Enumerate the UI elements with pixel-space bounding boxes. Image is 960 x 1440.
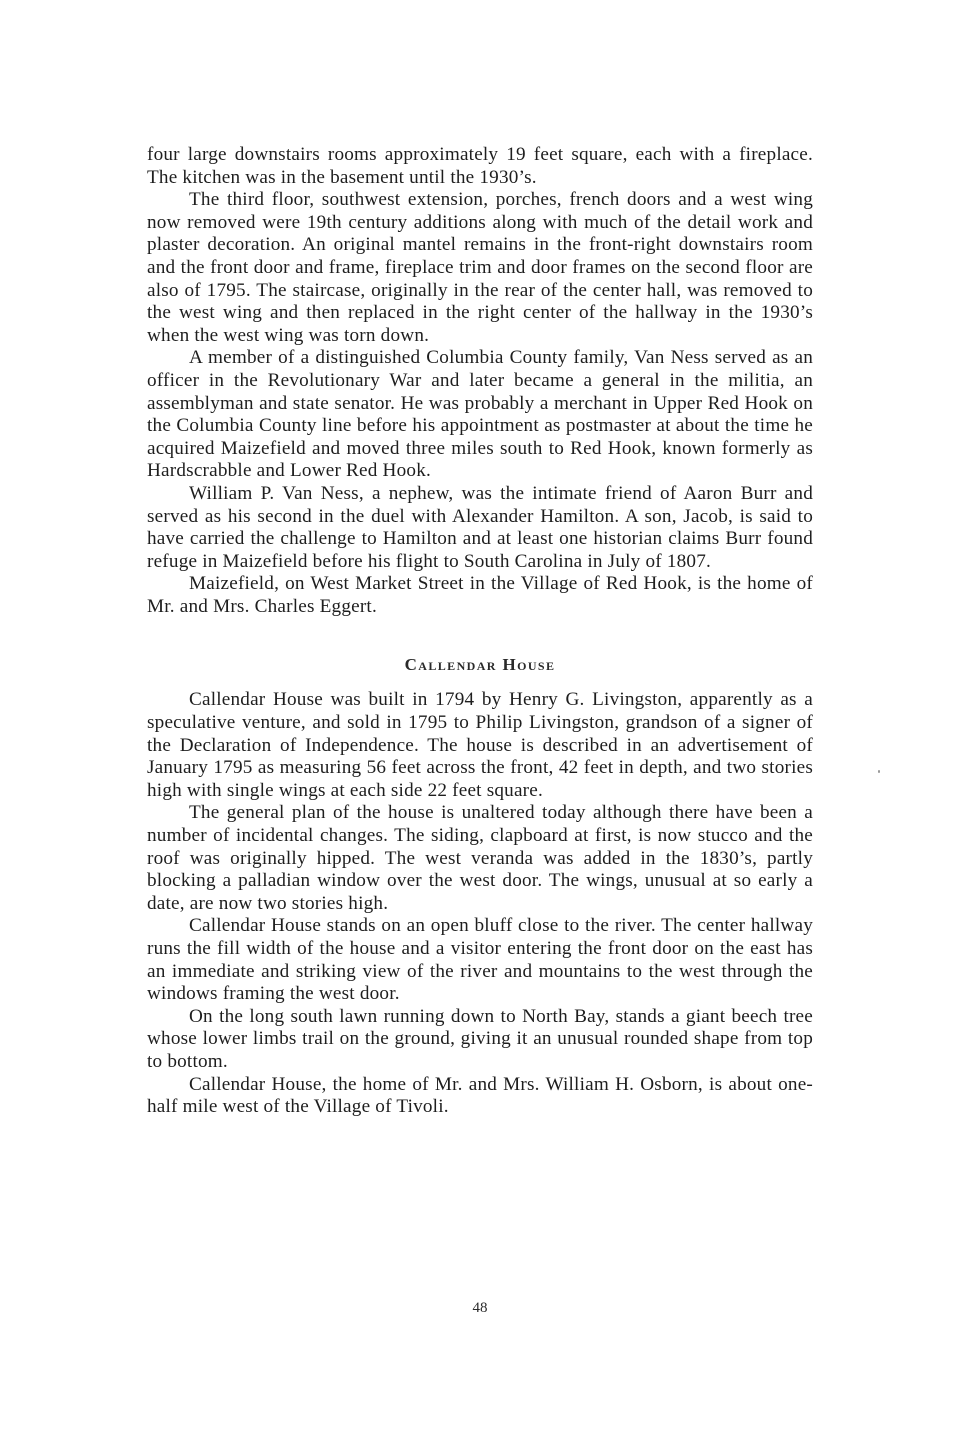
paragraph-maizefield-location: Maizefield, on West Market Street in the Village of Red Hook, is the home of Mr. and Mrs. Charles Eggert. <box>147 573 813 617</box>
paragraph-burr-hamilton: William P. Van Ness, a nephew, was the intimate friend of Aaron Burr and served as his second in the duel with Alexander Hamilton. A son, Jacob, is said to have carried the challenge to Hamilton and at least one historian claims Burr found refuge in Maizefield before his flight to South Carolina in July of 1807. <box>147 482 813 572</box>
page-body <box>147 144 813 1119</box>
paragraph-callendar-location: Callendar House, the home of Mr. and Mrs. William H. Osborn, is about one-half mile west of the Village of Tivoli. <box>147 1073 813 1118</box>
paragraph-later-additions: The third floor, southwest extension, porches, french doors and a west wing now removed were 19th century additions along with much of the detail work and plaster decoration. An original mantel remains in the front-right downstairs room and the front door and frame, fireplace trim and door frames on the second floor are also of 1795. The staircase, originally in the rear of the center hall, was removed to the west wing and then replaced in the right center of the hallway in the 1930’s when the west wing was torn down. <box>147 189 813 346</box>
paragraph-callendar-history: Callendar House was built in 1794 by Henry G. Livingston, apparently as a speculative venture, and sold in 1795 to Philip Livingston, grandson of a signer of the Declaration of Independence. The house is described in an advertisement of January 1795 as measuring 56 feet across the front, 42 feet in depth, and two stories high with single wings at each side 22 feet square. <box>147 689 813 801</box>
section-heading: Callendar House <box>404 655 556 675</box>
paragraph-van-ness-biography: A member of a distinguished Columbia County family, Van Ness served as an officer in the Revolutionary War and later became a general in the militia, an assemblyman and state senator. He was probably a merchant in Upper Red Hook on the Columbia County line before his appointment as postmaster at about the time he acquired Maizefield and moved three miles south to Red Hook, known formerly as Hardscrabble and Lower Red Hook. <box>147 347 813 482</box>
paper-speck <box>878 770 880 773</box>
page-number: 48 <box>472 1300 488 1316</box>
paragraph-callendar-plan: The general plan of the house is unaltered today although there have been a number of incidental changes. The siding, clapboard at first, is now stucco and the roof was originally hipped. The west veranda was added in the 1830’s, partly blocking a palladian window over the west door. The wings, unusual at so early a date, are now two stories high. <box>147 802 813 914</box>
paragraph-continued: four large downstairs rooms approximately 19 feet square, each with a fireplace. The kitchen was in the basement until the 1930’s. <box>147 144 813 188</box>
paragraph-beech-tree: On the long south lawn running down to North Bay, stands a giant beech tree whose lower limbs trail on the ground, giving it an unusual rounded shape from top to bottom. <box>147 1005 813 1072</box>
paragraph-callendar-setting: Callendar House stands on an open bluff close to the river. The center hallway runs the fill width of the house and a visitor entering the front door on the east has an immediate and striking view of the river and mountains to the west through the windows framing the west door. <box>147 915 813 1005</box>
